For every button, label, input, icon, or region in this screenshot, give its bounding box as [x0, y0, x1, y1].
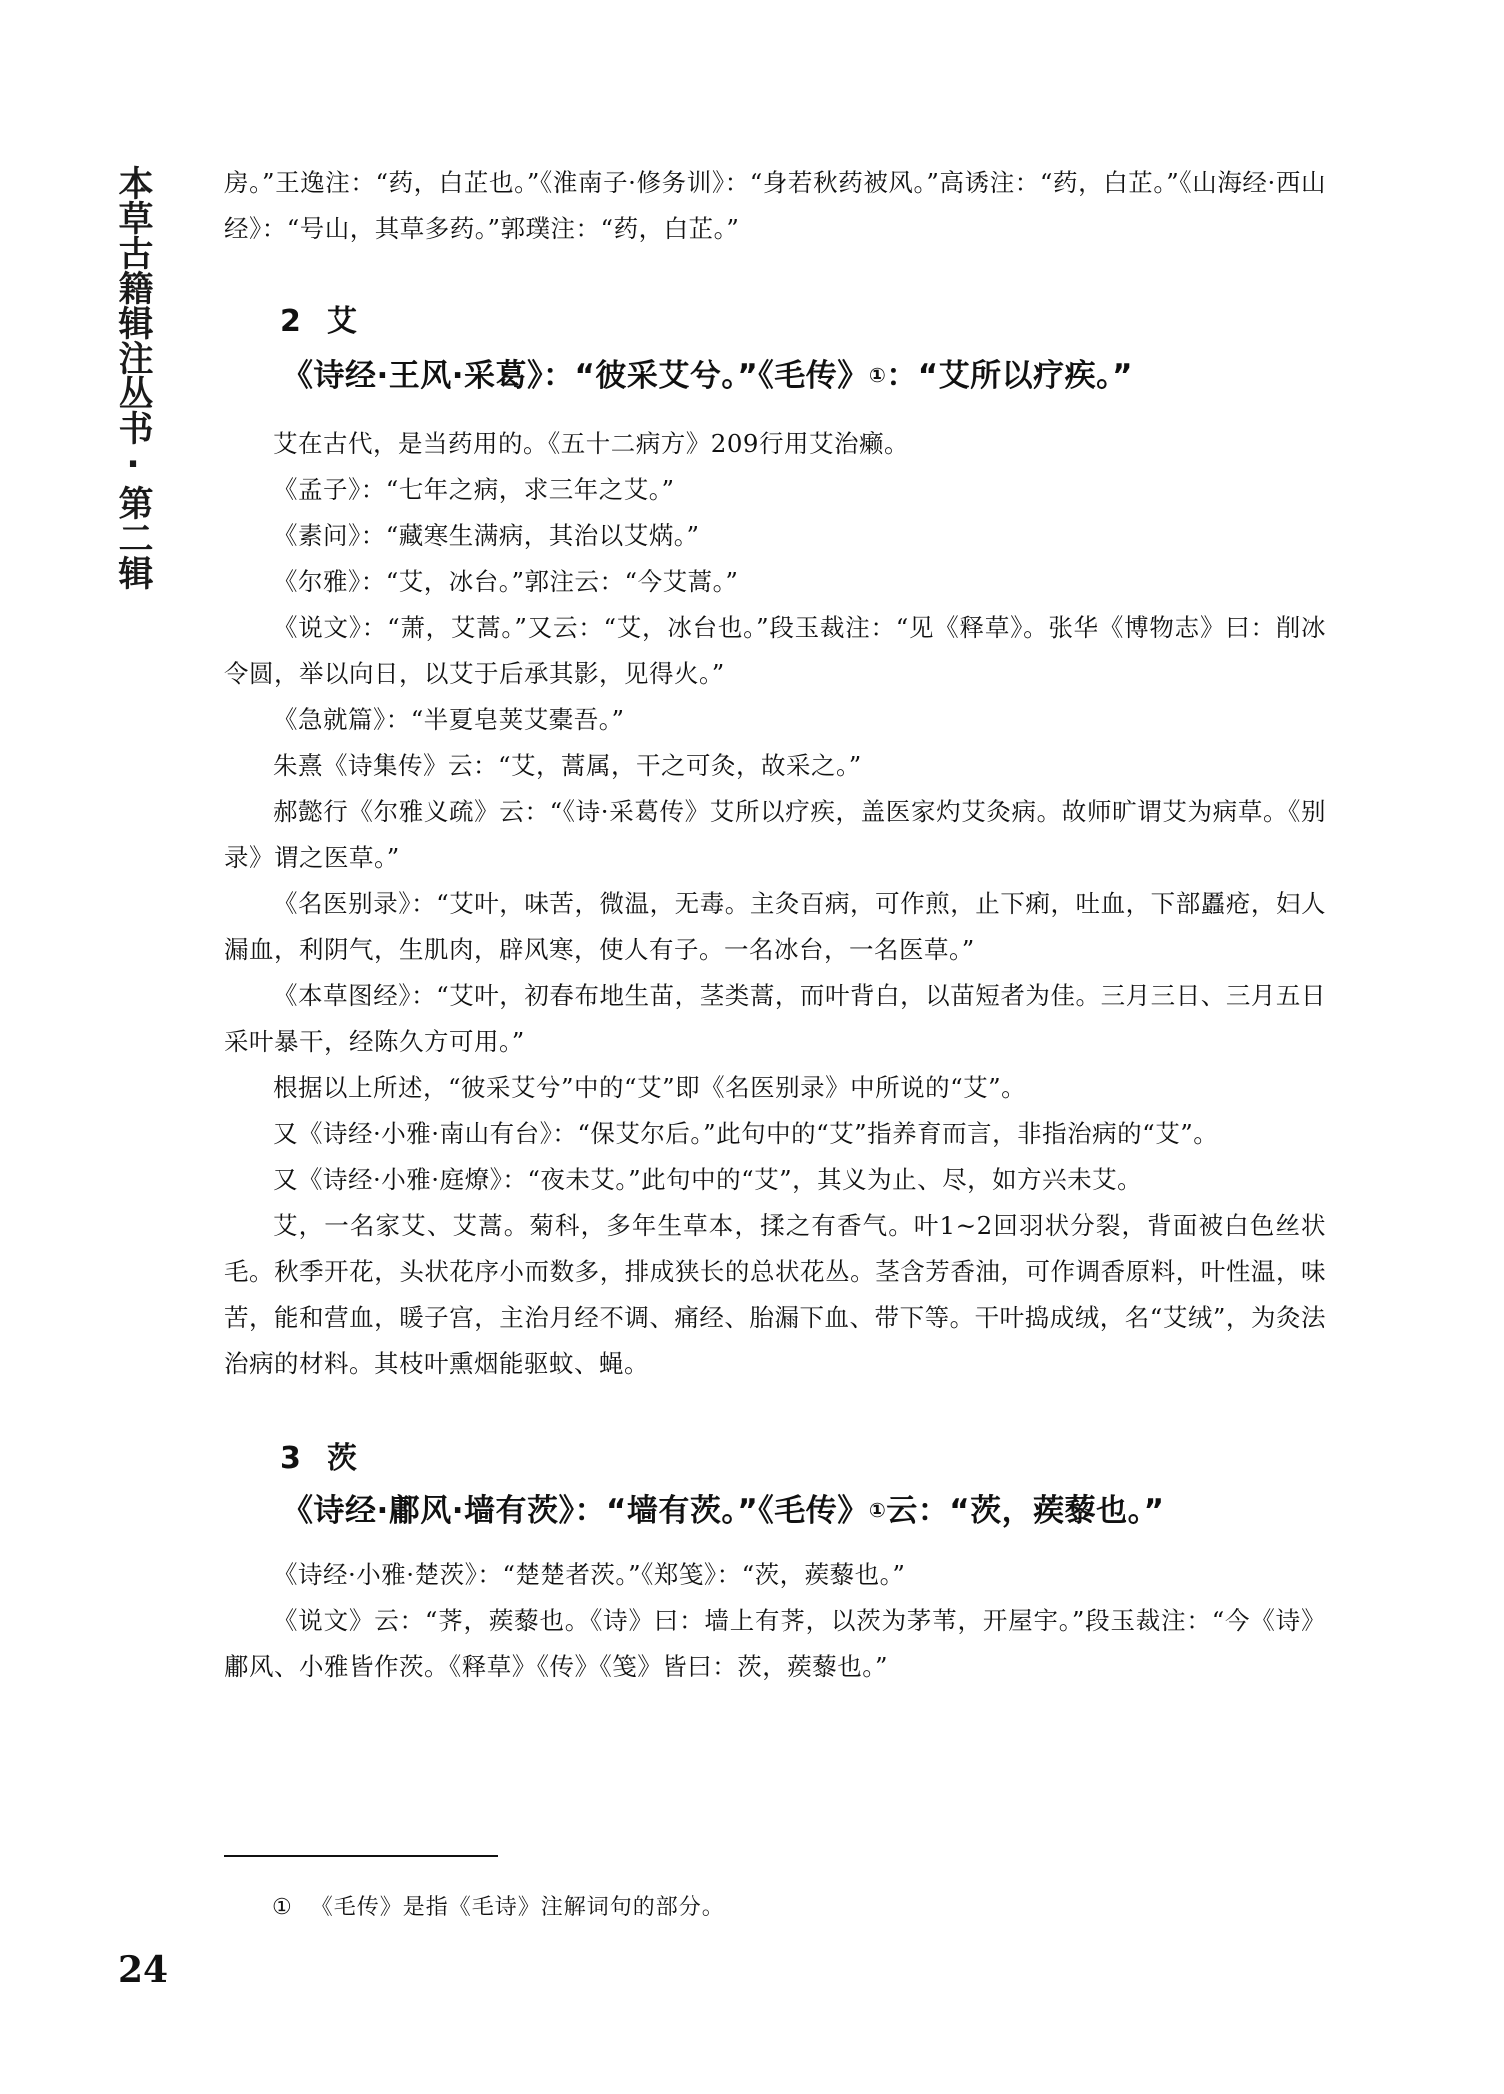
paragraph: 《说文》云：“荠，蒺藜也。《诗》曰：墙上有荠，以茨为茅苇，开屋宇。”段玉裁注：“今《诗》鄘风、小雅皆作茨。《释草》《传》《笺》皆曰：茨，蒺藜也。”	[224, 1606, 1326, 1681]
footnote	[272, 1892, 725, 1924]
paragraph: 《说文》：“萧，艾蒿。”又云：“艾，冰台也。”段玉裁注：“见《释草》。张华《博物志》曰：削冰令圆，举以向日，以艾于后承其影，见得火。”	[224, 613, 1326, 688]
section-2-quote-tail: ：“艾所以疗疾。”	[886, 358, 1133, 394]
paragraph: 根据以上所述，“彼采艾兮”中的“艾”即《名医别录》中所说的“艾”。	[273, 1073, 1027, 1102]
section-2-quote-text: 《诗经·王风·采葛》：“彼采艾兮。”《毛传》	[282, 358, 869, 394]
paragraph: 又《诗经·小雅·南山有台》：“保艾尔后。”此句中的“艾”指养育而言，非指治病的“艾”。	[273, 1119, 1219, 1148]
paragraph: 《急就篇》：“半夏皂荚艾橐吾。”	[273, 705, 625, 734]
section-3-heading	[280, 1437, 1326, 1481]
footnote-divider	[224, 1855, 498, 1857]
footnote-text: 《毛传》是指《毛诗》注解词句的部分。	[310, 1895, 725, 1920]
section-3-quote-text: 《诗经·鄘风·墙有茨》：“墙有茨。”《毛传》	[282, 1493, 869, 1529]
section-2-heading	[280, 300, 1326, 344]
paragraph: 《尔雅》：“艾，冰台。”郭注云：“今艾蒿。”	[273, 567, 739, 596]
paragraph: 《本草图经》：“艾叶，初春布地生苗，茎类蒿，而叶背白，以苗短者为佳。三月三日、三月五日采叶暴干，经陈久方可用。”	[224, 981, 1326, 1056]
intro-paragraph: 房。”王逸注：“药，白芷也。”《淮南子·修务训》：“身若秋药被风。”高诱注：“药，白芷。”《山海经·西山经》：“号山，其草多药。”郭璞注：“药，白芷。”	[224, 168, 1326, 243]
footnote-reference: ①	[868, 1498, 887, 1522]
section-2-number: 2	[280, 304, 301, 339]
section-2-title: 艾	[326, 304, 357, 339]
section-3-quote	[282, 1487, 1326, 1538]
paragraph: 《素问》：“藏寒生满病，其治以艾焫。”	[273, 521, 700, 550]
section-3-title: 茨	[326, 1441, 357, 1476]
paragraph: 又《诗经·小雅·庭燎》：“夜未艾。”此句中的“艾”，其义为止、尽，如方兴未艾。	[273, 1165, 1143, 1194]
section-2-quote	[282, 352, 1326, 403]
page-number: 24	[118, 1949, 169, 1991]
paragraph: 《诗经·小雅·楚茨》：“楚楚者茨。”《郑笺》：“茨，蒺藜也。”	[273, 1560, 906, 1589]
paragraph: 《名医别录》：“艾叶，味苦，微温，无毒。主灸百病，可作煎，止下痢，吐血，下部䘌疮，妇人漏血，利阴气，生肌肉，辟风寒，使人有子。一名冰台，一名医草。”	[224, 889, 1326, 964]
page-content	[224, 160, 1326, 1690]
paragraph: 艾，一名家艾、艾蒿。菊科，多年生草本，揉之有香气。叶1~2回羽状分裂，背面被白色丝状毛。秋季开花，头状花序小而数多，排成狭长的总状花丛。茎含芳香油，可作调香原料，叶性温，味苦，能和营血，暖子宫，主治月经不调、痛经、胎漏下血、带下等。干叶捣成绒，名“艾绒”，为灸法治病的材料。其枝叶熏烟能驱蚊、蝇。	[224, 1211, 1326, 1378]
running-head: 本草古籍辑注丛书·第二辑	[113, 165, 153, 590]
paragraph: 《孟子》：“七年之病，求三年之艾。”	[273, 475, 675, 504]
paragraph: 郝懿行《尔雅义疏》云：“《诗·采葛传》艾所以疗疾，盖医家灼艾灸病。故师旷谓艾为病草。《别录》谓之医草。”	[224, 797, 1326, 872]
paragraph: 艾在古代，是当药用的。《五十二病方》209行用艾治癞。	[273, 429, 910, 458]
section-3-number: 3	[280, 1441, 301, 1476]
footnote-reference: ①	[868, 363, 887, 387]
paragraph: 朱熹《诗集传》云：“艾，蒿属，干之可灸，故采之。”	[273, 751, 862, 780]
section-3-quote-tail: 云：“茨，蒺藜也。”	[886, 1493, 1165, 1529]
footnote-mark: ①	[272, 1895, 293, 1920]
